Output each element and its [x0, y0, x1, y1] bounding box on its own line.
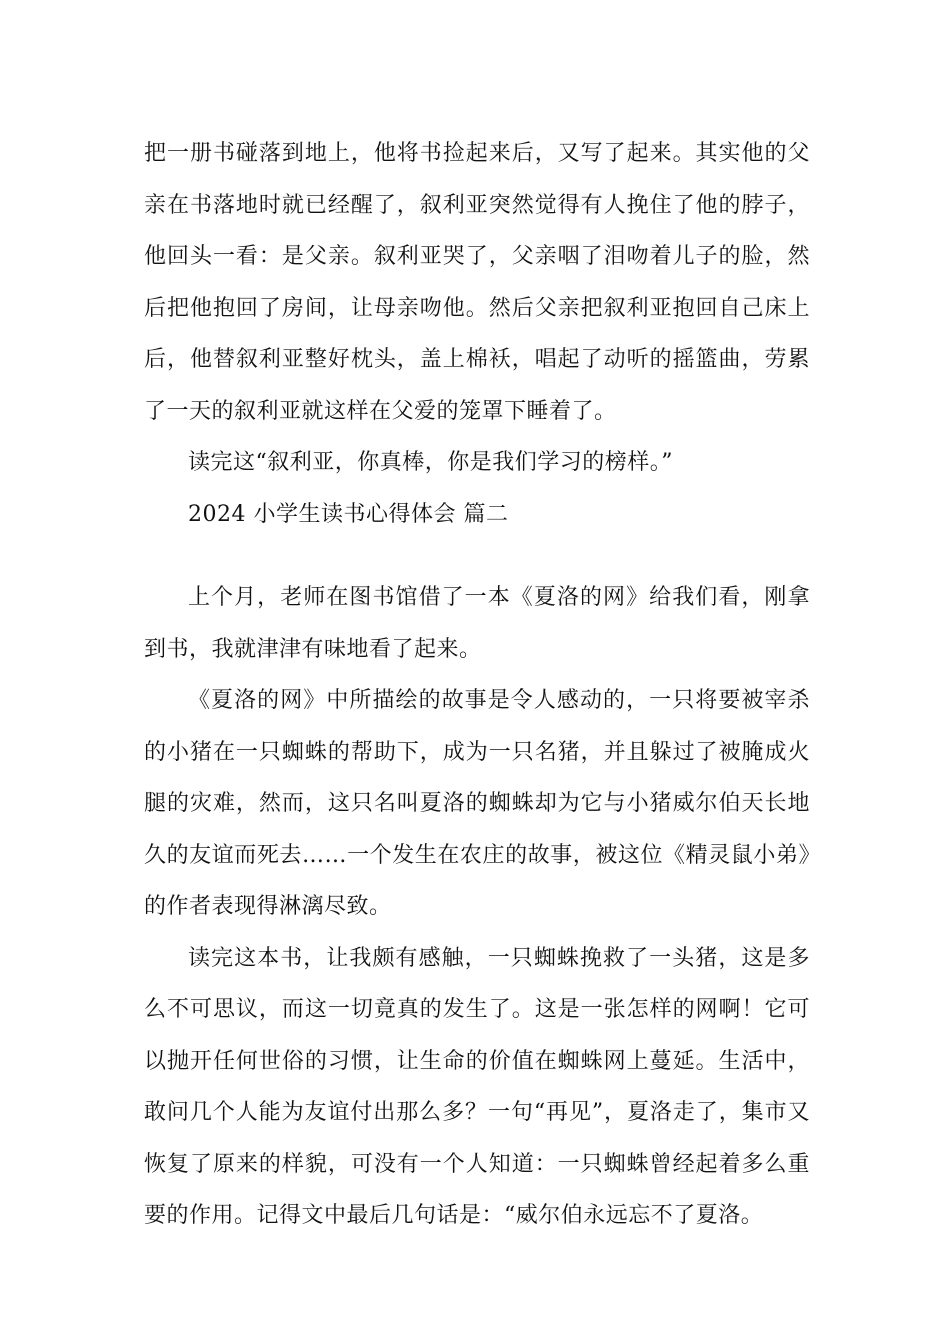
- paragraph-intro: 上个月，老师在图书馆借了一本《夏洛的网》给我们看，刚拿到书，我就津津有味地看了起来。: [144, 585, 810, 662]
- paragraph-continued: 把一册书碰落到地上，他将书捡起来后，又写了起来。其实他的父亲在书落地时就已经醒了，叙利亚突然觉得有人挽住了他的脖子，他回头一看：是父亲。叙利亚哭了，父亲咽了泪吻着儿子的脸，然后把他抱回了房间，让母亲吻他。然后父亲把叙利亚抱回自己床上后，他替叙利亚整好枕头，盖上棉袄，唱起了动听的摇篮曲，劳累了一天的叙利亚就这样在父爱的笼罩下睡着了。: [144, 141, 810, 424]
- paragraph-reflection: 读完这本书，让我颇有感触，一只蜘蛛挽救了一头猪，这是多么不可思议，而这一切竟真的发生了。这是一张怎样的网啊！它可以抛开任何世俗的习惯，让生命的价值在蜘蛛网上蔓延。生活中，敢问几个人能为友谊付出那么多？一句“再见”，夏洛走了，集市又恢复了原来的样貌，可没有一个人知道：一只蜘蛛曾经起着多么重要的作用。记得文中最后几句话是：“威尔伯永远忘不了夏洛。: [144, 945, 810, 1228]
- text-block-bottom: [144, 572, 810, 1242]
- paragraph-reading-conclusion: 读完这“叙利亚，你真棒，你是我们学习的榜样。”: [188, 450, 673, 475]
- section-heading: 2024 小学生读书心得体会 篇二: [188, 501, 509, 527]
- text-block-top: [144, 128, 810, 540]
- paragraph-story-summary: 《夏洛的网》中所描绘的故事是令人感动的，一只将要被宰杀的小猪在一只蜘蛛的帮助下，成为一只名猪，并且躲过了被腌成火腿的灾难，然而，这只名叫夏洛的蜘蛛却为它与小猪威尔伯天长地久的友谊而死去……一个发生在农庄的故事，被这位《精灵鼠小弟》的作者表现得淋漓尽致。: [144, 688, 810, 919]
